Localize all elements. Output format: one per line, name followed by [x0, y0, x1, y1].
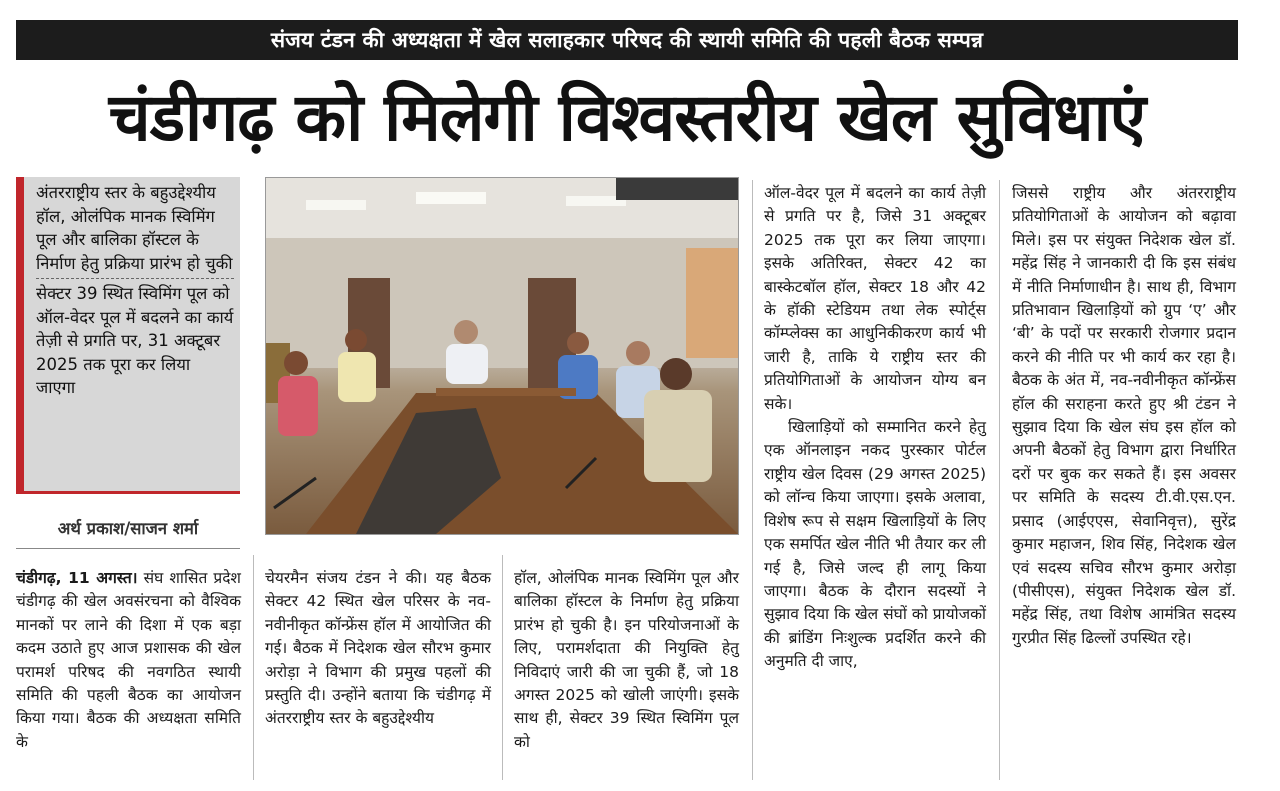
column-divider	[752, 180, 753, 780]
article-column-3	[514, 567, 739, 754]
byline-rule	[16, 548, 240, 549]
article-column-1	[16, 567, 241, 754]
article-column-4	[764, 182, 986, 674]
kicker-banner	[16, 20, 1238, 60]
kicker-text: संजय टंडन की अध्यक्षता में खेल सलाहकार परिषद की स्थायी समिति की पहली बैठक सम्पन्न	[270, 28, 984, 52]
headline: चंडीगढ़ को मिलेगी विश्वस्तरीय खेल सुविधाएं	[108, 79, 1146, 156]
dateline: चंडीगढ़, 11 अगस्त।	[16, 569, 138, 587]
article-column-5	[1012, 182, 1236, 650]
column-text: हॉल, ओलंपिक मानक स्विमिंग पूल और बालिका हॉस्टल के निर्माण हेतु प्रक्रिया प्रारंभ हो चुकी है। इन परियोजनाओं के लिए, परामर्शदाता की नियुक्ति हेतु निविदाएं जारी की जा चुकी हैं, जो 18 अगस्त 2025 को खोली जाएंगी। इसके साथ ही, सेक्टर 39 स्थित स्विमिंग पूल को	[514, 569, 739, 751]
highlight-item: सेक्टर 39 स्थित स्विमिंग पूल को ऑल-वेदर पूल में बदलने का कार्य तेज़ी से प्रगति पर, 31 अक्टूबर 2025 तक पूरा कर लिया जाएगा	[36, 284, 234, 397]
column-divider	[999, 180, 1000, 780]
column-text: जिससे राष्ट्रीय और अंतरराष्ट्रीय प्रतियोगिताओं के आयोजन को बढ़ावा मिले। इस पर संयुक्त निदेशक खेल डॉ. महेंद्र सिंह ने जानकारी दी कि इस संबंध में नीति निर्माणाधीन है। साथ ही, विभाग प्रतिभावान खिलाड़ियों को ग्रुप ‘ए’ और ‘बी’ के पदों पर सरकारी रोजगार प्रदान करने की नीति पर भी कार्य कर रहा है। बैठक के अंत में, नव-नवीनीकृत कॉन्फ्रेंस हॉल की सराहना करते हुए श्री टंडन ने सुझाव दिया कि खेल संघ इस हॉल को अपनी बैठकों हेतु विभाग द्वारा निर्धारित दरों पर बुक कर सकते हैं। इस अवसर पर समिति के सदस्य टी.वी.एस.एन. प्रसाद (आईएएस, सेवानिवृत्त), सुरेंद्र कुमार महाजन, शिव सिंह, निदेशक खेल एवं सदस्य सचिव सौरभ कुमार अरोड़ा (पीसीएस), संयुक्त निदेशक खेल डॉ. महेंद्र सिंह, तथा विशेष आमंत्रित सदस्य गुरप्रीत सिंह ढिल्लों उपस्थित रहे।	[1012, 184, 1236, 647]
meeting-photo	[265, 177, 739, 535]
column-paragraph: खिलाड़ियों को सम्मानित करने हेतु एक ऑनलाइन नकद पुरस्कार पोर्टल राष्ट्रीय खेल दिवस (29 अगस्त 2025) को लॉन्च किया जाएगा। इसके अलावा, विशेष रूप से सक्षम खिलाड़ियों के लिए एक समर्पित खेल नीति भी तैयार कर ली गई है, जिसे जल्द ही लागू किया जाएगा। बैठक के दौरान सदस्यों ने सुझाव दिया कि खेल संघों को प्रायोजकों की ब्रांडिंग निःशुल्क प्रदर्शित करने की अनुमति दी जाए,	[764, 418, 986, 671]
highlight-divider	[36, 278, 234, 279]
column-divider	[253, 555, 254, 780]
highlights-box	[16, 177, 240, 491]
highlight-item: अंतरराष्ट्रीय स्तर के बहुउद्देश्यीय हॉल, ओलंपिक मानक स्विमिंग पूल और बालिका हॉस्टल के निर्माण हेतु प्रक्रिया प्रारंभ हो चुकी	[36, 183, 233, 273]
column-paragraph: ऑल-वेदर पूल में बदलने का कार्य तेज़ी से प्रगति पर है, जिसे 31 अक्टूबर 2025 तक पूरा कर लिया जाएगा। इसके अतिरिक्त, सेक्टर 42 का बास्केटबॉल हॉल, सेक्टर 18 और 42 के हॉकी स्टेडियम तथा लेक स्पोर्ट्स कॉम्प्लेक्स का आधुनिकीकरण कार्य भी जारी है, ताकि ये राष्ट्रीय स्तर की प्रतियोगिताओं के आयोजन योग्य बन सके।	[764, 184, 986, 413]
byline: अर्थ प्रकाश/साजन शर्मा	[57, 519, 199, 538]
meeting-photo-illustration	[266, 178, 738, 534]
column-text: चेयरमैन संजय टंडन ने की। यह बैठक सेक्टर 42 स्थित खेल परिसर के नव-नवीनीकृत कॉन्फ्रेंस हॉल में आयोजित की गई। बैठक में निदेशक खेल सौरभ कुमार अरोड़ा ने विभाग की प्रमुख पहलों की प्रस्तुति दी। उन्होंने बताया कि चंडीगढ़ में अंतरराष्ट्रीय स्तर के बहुउद्देश्यीय	[265, 569, 491, 728]
article-column-2	[265, 567, 491, 731]
column-text: संघ शासित प्रदेश चंडीगढ़ की खेल अवसंरचना को वैश्विक मानकों पर लाने की दिशा में एक बड़ा कदम उठाते हुए आज प्रशासक की खेल परामर्श परिषद की नवगठित स्थायी समिति की पहली बैठक का आयोजन किया गया। बैठक की अध्यक्षता समिति के	[16, 569, 241, 751]
highlights-rule	[16, 491, 240, 494]
column-divider	[502, 555, 503, 780]
